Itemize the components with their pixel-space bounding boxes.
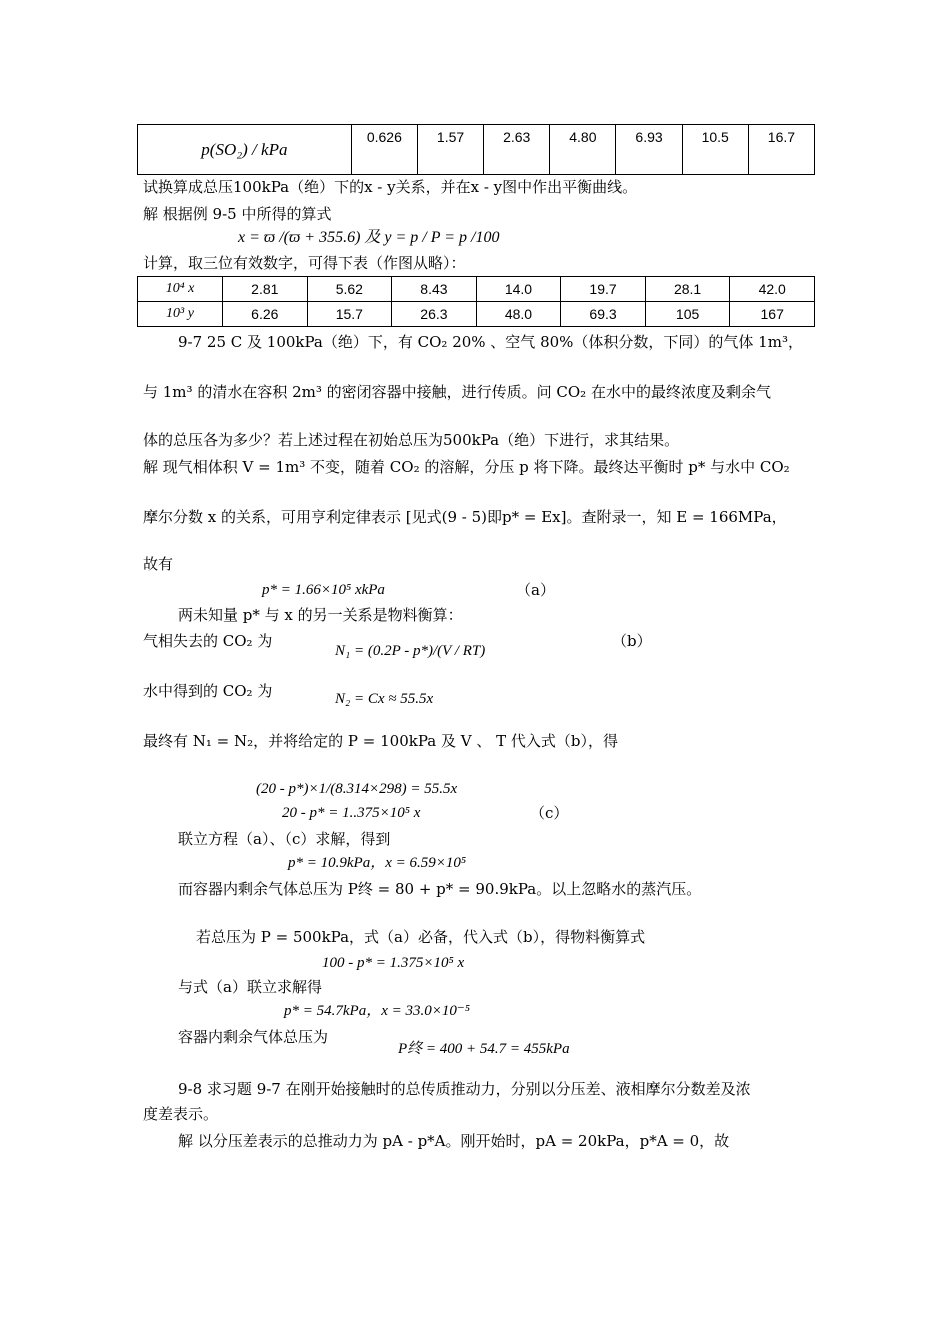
text-line: 体的总压各为多少？若上述过程在初始总压为500kPa（绝）下进行，求其结果。: [143, 431, 680, 449]
table1-cell: 10.5: [682, 125, 748, 175]
table2-cell: 14.0: [476, 277, 561, 302]
so2-pressure-table: [137, 124, 815, 175]
text-line: 解 现气相体积 V = 1m³ 不变，随着 CO₂ 的溶解，分压 p 将下降。最终达平衡时 p* 与水中 CO₂: [143, 458, 790, 476]
equation-b: N₁ = (0.2P - p*)/(V / RT): [335, 643, 486, 659]
table1-label: p(SO₂) / kPa: [138, 125, 352, 175]
text-line: 与式（a）联立求解得: [178, 978, 322, 996]
table2-label: 10⁴ x: [138, 277, 223, 302]
problem-9-7: 9-7 25 C 及 100kPa（绝）下，有 CO₂ 20% 、空气 80%（体积分数，下同）的气体 1m³，: [178, 333, 803, 351]
solution-2: p* = 54.7kPa，x = 33.0×10⁻⁵: [284, 1003, 470, 1019]
text-line: 水中得到的 CO₂ 为: [143, 682, 273, 700]
table2-cell: 28.1: [645, 277, 730, 302]
table2-cell: 167: [730, 302, 815, 327]
text-line: 两未知量 p* 与 x 的另一关系是物料衡算：: [178, 606, 463, 624]
table1-cell: 1.57: [417, 125, 483, 175]
table2-cell: 2.81: [223, 277, 308, 302]
table2-cell: 42.0: [730, 277, 815, 302]
table2-cell: 19.7: [561, 277, 646, 302]
table2-cell: 5.62: [307, 277, 392, 302]
table2-cell: 8.43: [392, 277, 477, 302]
text-line: 联立方程（a）、（c）求解，得到: [178, 830, 391, 848]
equation-c2: 20 - p* = 1..375×10⁵ x: [282, 805, 421, 821]
text-line: 最终有 N₁ = N₂，并将给定的 P = 100kPa 及 V 、 T 代入式（b），得: [143, 732, 618, 750]
equation: x = ϖ /(ϖ + 355.6) 及 y = p / P = p /100: [238, 229, 500, 246]
table1-cell: 2.63: [484, 125, 550, 175]
text-line: 解 以分压差表示的总推动力为 pA - p*A。刚开始时，pA = 20kPa，p*A = 0，故: [178, 1132, 730, 1150]
solution-1: p* = 10.9kPa，x = 6.59×10⁵: [288, 855, 467, 871]
problem-9-8: 9-8 求习题 9-7 在刚开始接触时的总传质推动力，分别以分压差、液相摩尔分数差及浓: [178, 1080, 751, 1098]
table2-cell: 69.3: [561, 302, 646, 327]
table2-label: 10³ y: [138, 302, 223, 327]
equation-tag: （a）: [516, 581, 555, 599]
text-line: 试换算成总压100kPa（绝）下的x - y关系，并在x - y图中作出平衡曲线。: [143, 178, 638, 196]
table2-cell: 48.0: [476, 302, 561, 327]
equation-a: p* = 1.66×10⁵ xkPa: [262, 582, 385, 598]
table1-cell: 16.7: [748, 125, 814, 175]
text-line: 摩尔分数 x 的关系，可用亨利定律表示 [见式(9 - 5)即p* = Ex]。查附录一，知 E = 166MPa，: [143, 508, 787, 526]
equation-p: P终 = 400 + 54.7 = 455kPa: [398, 1041, 570, 1057]
equation-d: 100 - p* = 1.375×10⁵ x: [322, 955, 465, 971]
table2-cell: 26.3: [392, 302, 477, 327]
text-line: 度差表示。: [143, 1105, 219, 1123]
text-line: 而容器内剩余气体总压为 P终 = 80 + p* = 90.9kPa。以上忽略水的蒸汽压。: [178, 880, 702, 898]
text-line: 计算，取三位有效数字，可得下表（作图从略）：: [143, 254, 466, 272]
text-line: 与 1m³ 的清水在容积 2m³ 的密闭容器中接触，进行传质。问 CO₂ 在水中的最终浓度及剩余气: [143, 383, 771, 401]
text-line: 气相失去的 CO₂ 为: [143, 632, 273, 650]
table2-cell: 105: [645, 302, 730, 327]
table1-cell: 4.80: [550, 125, 616, 175]
table2-cell: 15.7: [307, 302, 392, 327]
equation-tag: （b）: [612, 632, 652, 650]
text-line: 若总压为 P = 500kPa，式（a）必备，代入式（b），得物料衡算式: [196, 928, 646, 946]
table2-cell: 6.26: [223, 302, 308, 327]
equation-c1: (20 - p*)×1/(8.314×298) = 55.5x: [256, 781, 458, 797]
equation-tag: （c）: [530, 804, 569, 822]
equation-n2: N₂ = Cx ≈ 55.5x: [335, 691, 434, 707]
xy-table: [137, 276, 815, 327]
text-line: 解 根据例 9-5 中所得的算式: [143, 205, 332, 223]
text-line: 故有: [143, 555, 174, 573]
table1-cell: 6.93: [616, 125, 682, 175]
text-line: 容器内剩余气体总压为: [178, 1028, 329, 1046]
table1-cell: 0.626: [351, 125, 417, 175]
